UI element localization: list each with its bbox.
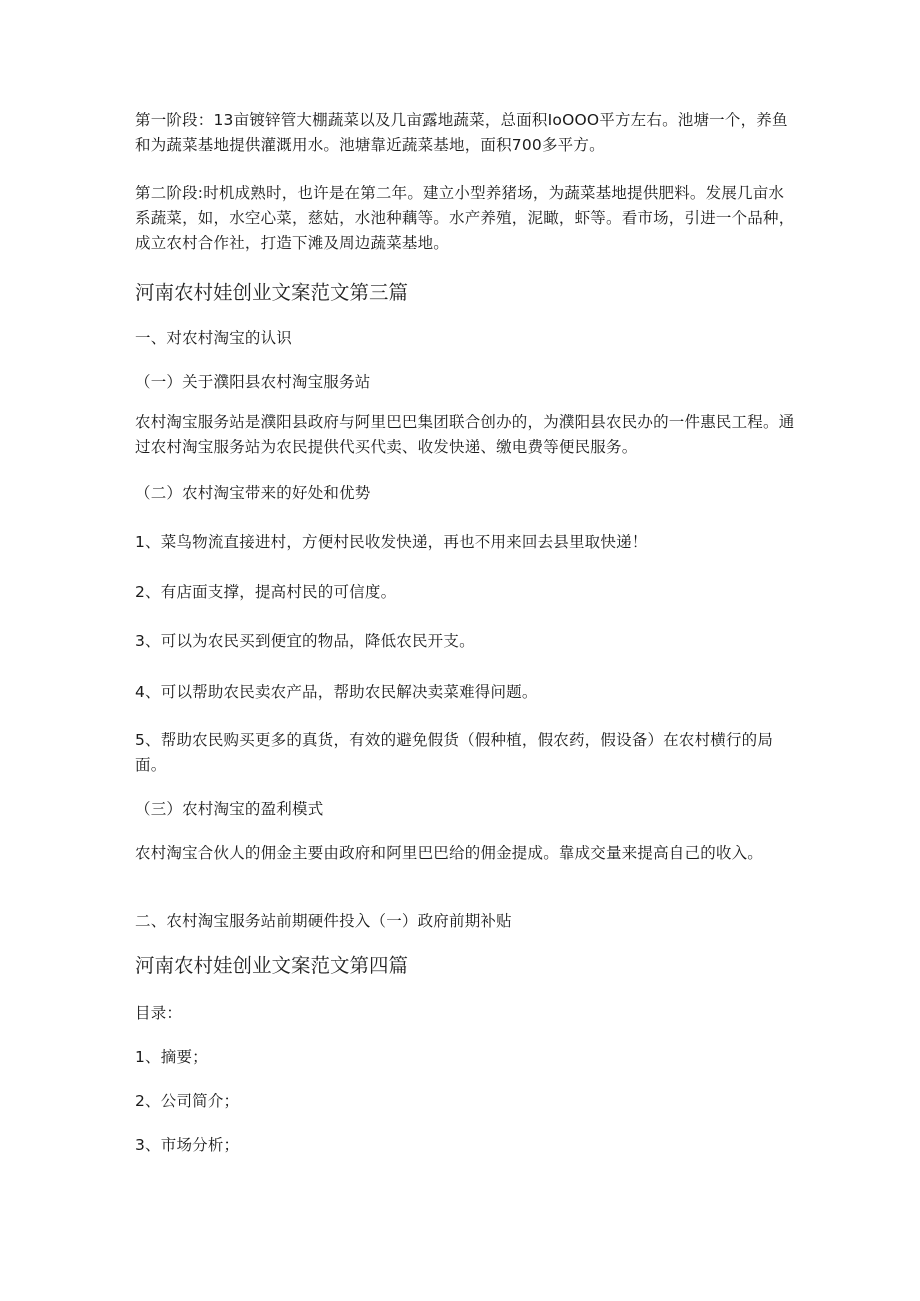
subheading-profit-model: （三）农村淘宝的盈利模式 [135,800,324,818]
toc-label: 目录： [135,1004,183,1022]
subheading-understanding: 一、对农村淘宝的认识 [135,329,293,347]
subheading-benefits: （二）农村淘宝带来的好处和优势 [135,484,371,502]
paragraph-service-station-desc: 农村淘宝服务站是濮阳县政府与阿里巴巴集团联合创办的，为濮阳县农民办的一件惠民工程。通过农村淘宝服务站为农民提供代买代卖、收发快递、缴电费等便民服务。 [135,413,795,456]
list-item-benefit-4: 4、可以帮助农民卖农产品，帮助农民解决卖菜难得问题。 [135,683,538,701]
heading-article-four: 河南农村娃创业文案范文第四篇 [135,954,409,977]
subheading-service-station: （一）关于濮阳县农村淘宝服务站 [135,373,371,391]
list-item-benefit-3: 3、可以为农民买到便宜的物品，降低农民开支。 [135,632,475,650]
toc-item-3: 3、市场分析； [135,1136,240,1154]
list-item-benefit-2: 2、有店面支撑，提高村民的可信度。 [135,583,397,601]
list-item-benefit-5: 5、帮助农民购买更多的真货，有效的避免假货（假种植，假农药，假设备）在农村横行的局面。 [135,731,774,774]
toc-item-1: 1、摘要； [135,1048,208,1066]
paragraph-stage-two: 第二阶段:时机成熟时，也许是在第二年。建立小型养猪场，为蔬菜基地提供肥料。发展几亩水系蔬菜，如，水空心菜，慈姑，水池种藕等。水产养殖，泥瞰，虾等。看市场，引进一个品种，成立农村合作社，打造下滩及周边蔬菜基地。 [135,184,795,252]
list-item-benefit-1: 1、菜鸟物流直接进村，方便村民收发快递，再也不用来回去县里取快递！ [135,533,648,551]
heading-article-three: 河南农村娃创业文案范文第三篇 [135,281,409,304]
subheading-hardware-investment: 二、农村淘宝服务站前期硬件投入（一）政府前期补贴 [135,912,512,930]
toc-item-2: 2、公司简介； [135,1092,240,1110]
paragraph-profit-model: 农村淘宝合伙人的佣金主要由政府和阿里巴巴给的佣金提成。靠成交量来提高自己的收入。 [135,844,764,862]
paragraph-stage-one: 第一阶段：13亩镀锌管大棚蔬菜以及几亩露地蔬菜，总面积IoOOO平方左右。池塘一个，养鱼和为蔬菜基地提供灌溉用水。池塘靠近蔬菜基地，面积700多平方。 [135,111,788,154]
